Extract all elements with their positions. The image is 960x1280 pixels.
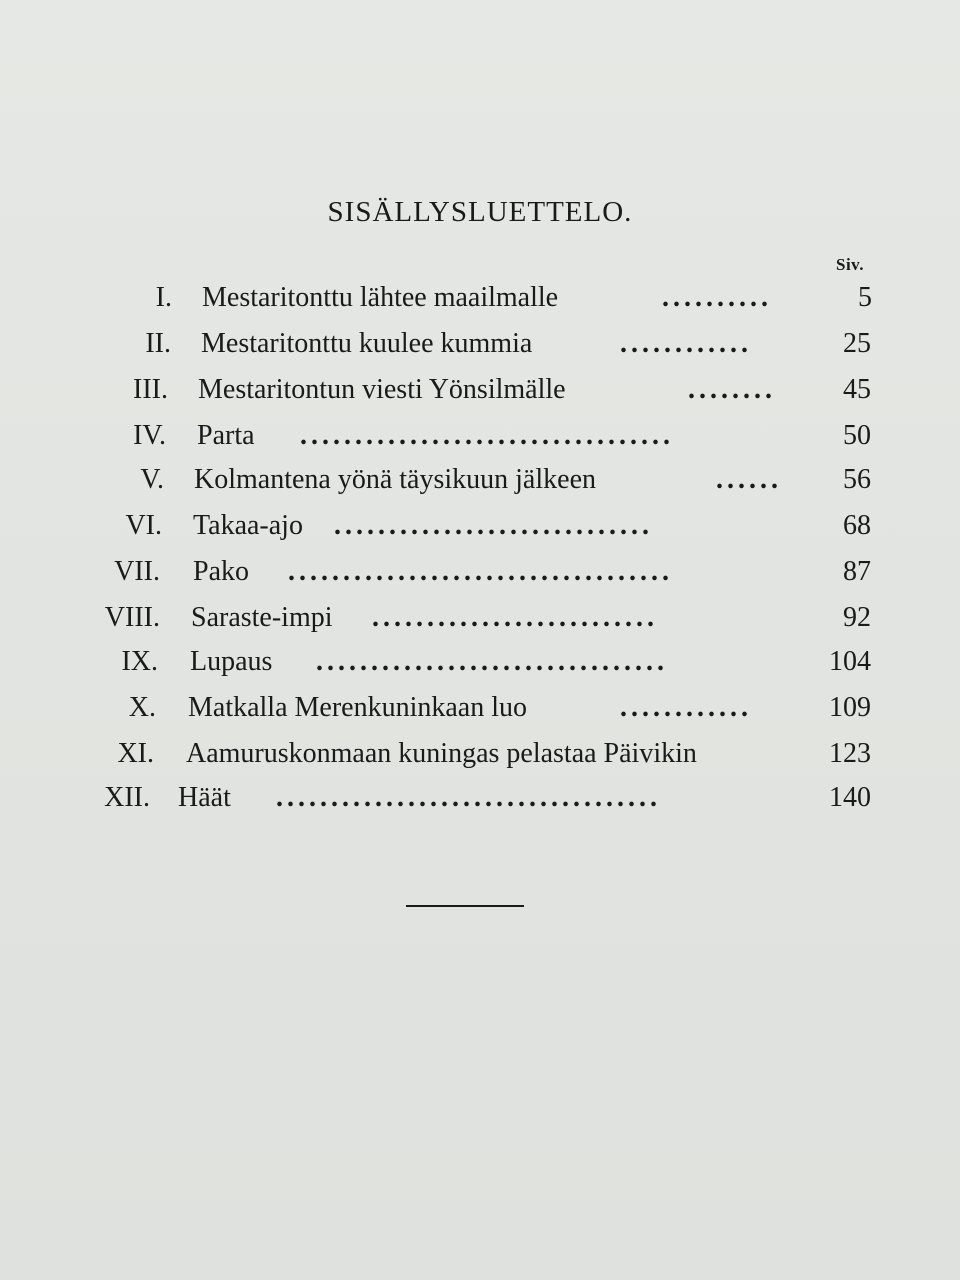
page-title: SISÄLLYSLUETTELO. — [327, 196, 633, 228]
chapter-title: Mestaritonttu kuulee kummia — [201, 328, 533, 359]
dot-leader: .................................. — [300, 420, 674, 451]
dot-leader: ................................... — [288, 556, 673, 587]
dot-leader: ............................. — [334, 510, 653, 541]
chapter-title: Aamuruskonmaan kuningas pelastaa Päivikin — [186, 738, 697, 769]
chapter-numeral: XII. — [104, 782, 150, 813]
page-number: 140 — [829, 782, 871, 813]
chapter-title: Parta — [197, 420, 255, 451]
chapter-title: Kolmantena yönä täysikuun jälkeen — [194, 464, 596, 495]
chapter-numeral: XI. — [117, 738, 154, 769]
chapter-numeral: VII. — [114, 556, 160, 587]
section-divider — [406, 905, 524, 907]
chapter-numeral: IX. — [121, 646, 158, 677]
chapter-numeral: III. — [133, 374, 168, 405]
dot-leader: ................................... — [276, 782, 661, 813]
dot-leader: ...... — [716, 464, 782, 495]
dot-leader: ................................ — [316, 646, 668, 677]
chapter-numeral: V. — [140, 464, 164, 495]
page-number: 109 — [829, 692, 871, 723]
page-number: 25 — [843, 328, 871, 359]
dot-leader: ............ — [620, 328, 752, 359]
chapter-numeral: VIII. — [104, 602, 160, 633]
page-number: 5 — [858, 282, 872, 313]
chapter-numeral: I. — [155, 282, 172, 313]
dot-leader: .......................... — [372, 602, 658, 633]
page-number: 68 — [843, 510, 871, 541]
dot-leader: ............ — [620, 692, 752, 723]
chapter-numeral: IV. — [133, 420, 166, 451]
chapter-title: Matkalla Merenkuninkaan luo — [188, 692, 528, 723]
chapter-numeral: X. — [128, 692, 156, 723]
chapter-title: Häät — [178, 782, 231, 813]
chapter-title: Saraste-impi — [191, 602, 333, 633]
page-number: 56 — [843, 464, 871, 495]
chapter-title: Takaa-ajo — [193, 510, 303, 541]
page-number: 92 — [843, 602, 871, 633]
dot-leader: ........ — [688, 374, 776, 405]
dot-leader: .......... — [662, 282, 772, 313]
page-column-label: Siv. — [836, 255, 864, 274]
chapter-title: Lupaus — [190, 646, 273, 677]
page-number: 87 — [843, 556, 871, 587]
chapter-title: Mestaritontun viesti Yönsilmälle — [198, 374, 566, 405]
chapter-numeral: VI. — [125, 510, 162, 541]
chapter-title: Pako — [193, 556, 249, 587]
page-number: 50 — [843, 420, 871, 451]
page-number: 123 — [829, 738, 871, 769]
page-number: 104 — [829, 646, 871, 677]
page-number: 45 — [843, 374, 871, 405]
chapter-numeral: II. — [145, 328, 171, 359]
chapter-title: Mestaritonttu lähtee maailmalle — [202, 282, 559, 313]
